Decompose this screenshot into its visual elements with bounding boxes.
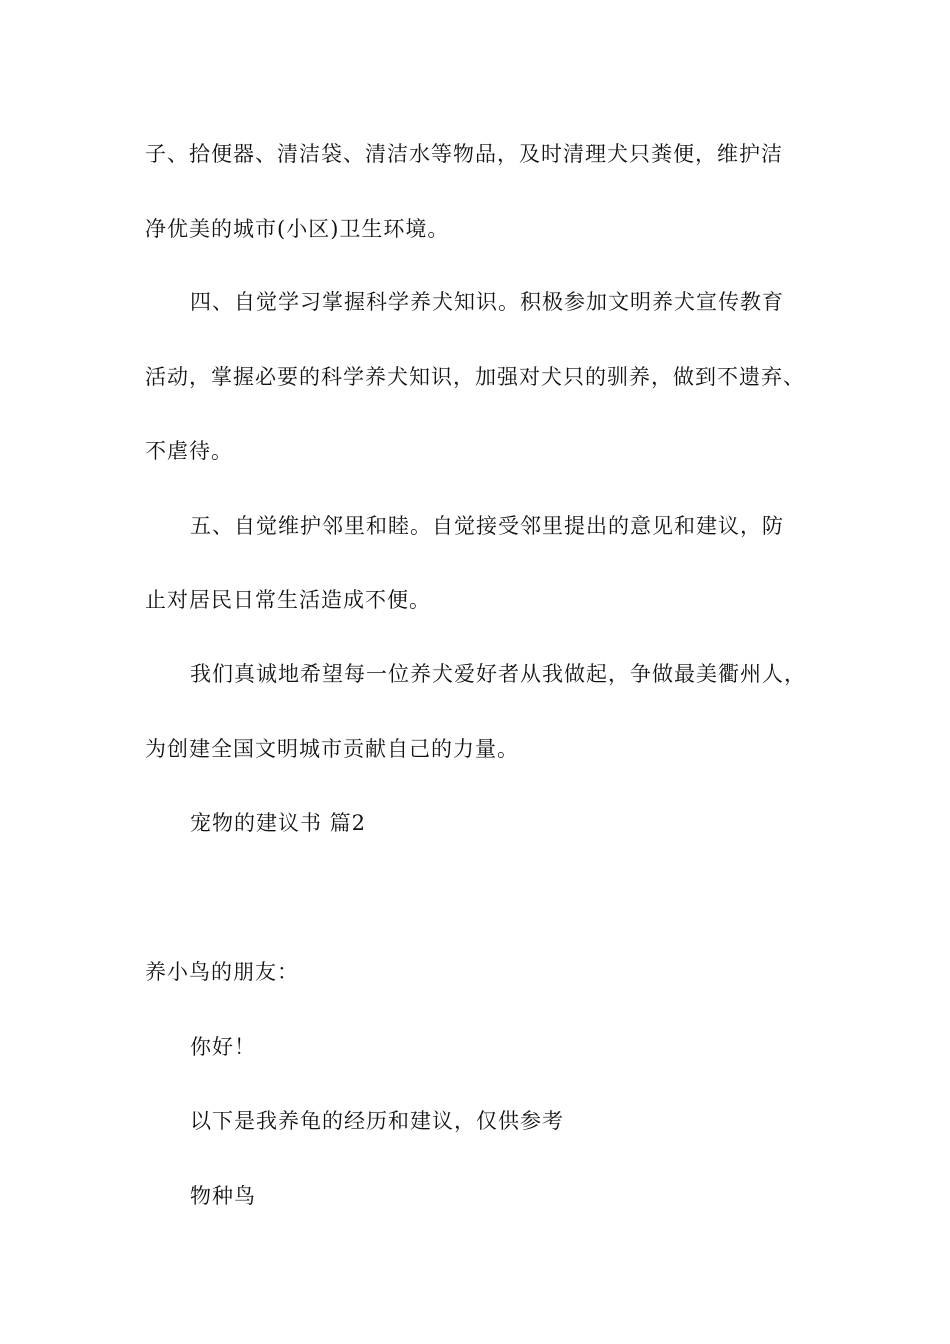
paragraph-line: 我们真诚地希望每一位养犬爱好者从我做起，争做最美衢州人， [190, 662, 806, 686]
paragraph-line: 四、自觉学习掌握科学养犬知识。积极参加文明养犬宣传教育 [190, 290, 784, 314]
greeting: 你好！ [190, 1035, 256, 1059]
paragraph-line: 为创建全国文明城市贡献自己的力量。 [145, 737, 519, 761]
paragraph-line: 净优美的城市(小区)卫生环境。 [145, 217, 450, 241]
section-heading: 宠物的建议书 篇2 [190, 811, 367, 835]
paragraph-line: 不虐待。 [145, 439, 233, 463]
paragraph-line: 子、拾便器、清洁袋、清洁水等物品，及时清理犬只粪便，维护洁 [145, 142, 783, 166]
paragraph-line: 活动，掌握必要的科学养犬知识，加强对犬只的驯养，做到不遗弃、 [145, 365, 805, 389]
paragraph-line: 物种鸟 [190, 1184, 256, 1208]
salutation: 养小鸟的朋友： [145, 960, 299, 984]
paragraph-line: 五、自觉维护邻里和睦。自觉接受邻里提出的意见和建议，防 [190, 514, 784, 538]
paragraph-line: 止对居民日常生活造成不便。 [145, 588, 431, 612]
paragraph-line: 以下是我养龟的经历和建议，仅供参考 [190, 1109, 564, 1133]
